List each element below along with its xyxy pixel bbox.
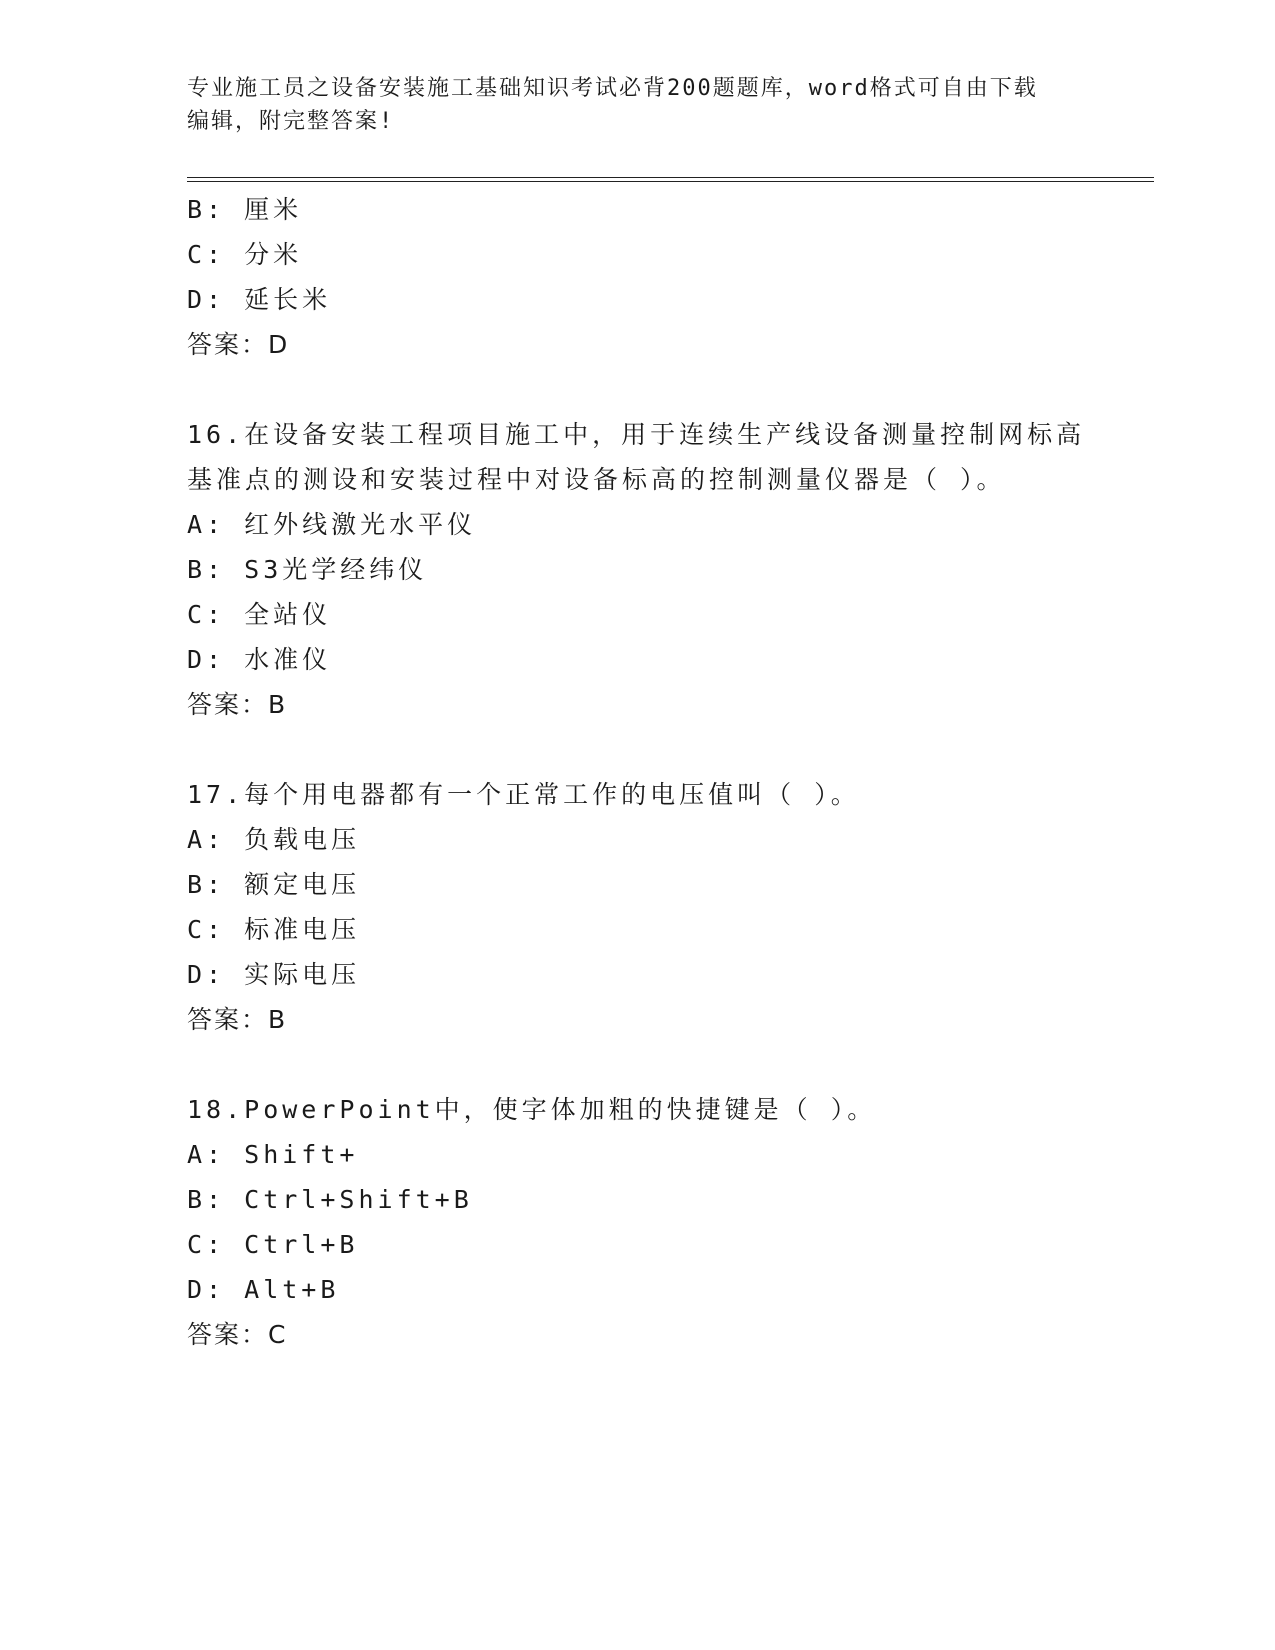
q17-answer: 答案：B (187, 1005, 288, 1034)
q15-option-b: B: 厘米 (187, 195, 303, 224)
document-header (187, 72, 1087, 138)
q16-stem-line-2: 基准点的测设和安装过程中对设备标高的控制测量仪器是（ ）。 (187, 465, 1006, 494)
q16-option-d: D: 水准仪 (187, 645, 332, 674)
q16-option-c: C: 全站仪 (187, 600, 332, 629)
q16-option-b: B: S3光学经纬仪 (187, 555, 428, 584)
q18-option-a: A: Shift+ (187, 1140, 359, 1169)
q18-option-b: B: Ctrl+Shift+B (187, 1185, 473, 1214)
q15-option-d: D: 延长米 (187, 285, 332, 314)
q16-option-a: A: 红外线激光水平仪 (187, 510, 477, 539)
header-divider (187, 177, 1154, 182)
q16-stem-line-1: 16.在设备安装工程项目施工中，用于连续生产线设备测量控制网标高 (187, 420, 1086, 449)
q17-option-d: D: 实际电压 (187, 960, 361, 989)
q15-answer: 答案：D (187, 330, 290, 359)
q16-answer: 答案：B (187, 690, 288, 719)
q18-option-d: D: Alt+B (187, 1275, 340, 1304)
q17-option-b: B: 额定电压 (187, 870, 361, 899)
q18-stem: 18.PowerPoint中，使字体加粗的快捷键是（ ）。 (187, 1095, 877, 1124)
header-line-1: 专业施工员之设备安装施工基础知识考试必背200题题库，word格式可自由下载 (187, 76, 1038, 101)
q15-option-c: C: 分米 (187, 240, 303, 269)
q17-option-c: C: 标准电压 (187, 915, 361, 944)
q18-option-c: C: Ctrl+B (187, 1230, 359, 1259)
q17-option-a: A: 负载电压 (187, 825, 361, 854)
q17-stem: 17.每个用电器都有一个正常工作的电压值叫（ ）。 (187, 780, 860, 809)
q18-answer: 答案：C (187, 1320, 288, 1349)
header-line-2: 编辑，附完整答案! (187, 109, 395, 134)
